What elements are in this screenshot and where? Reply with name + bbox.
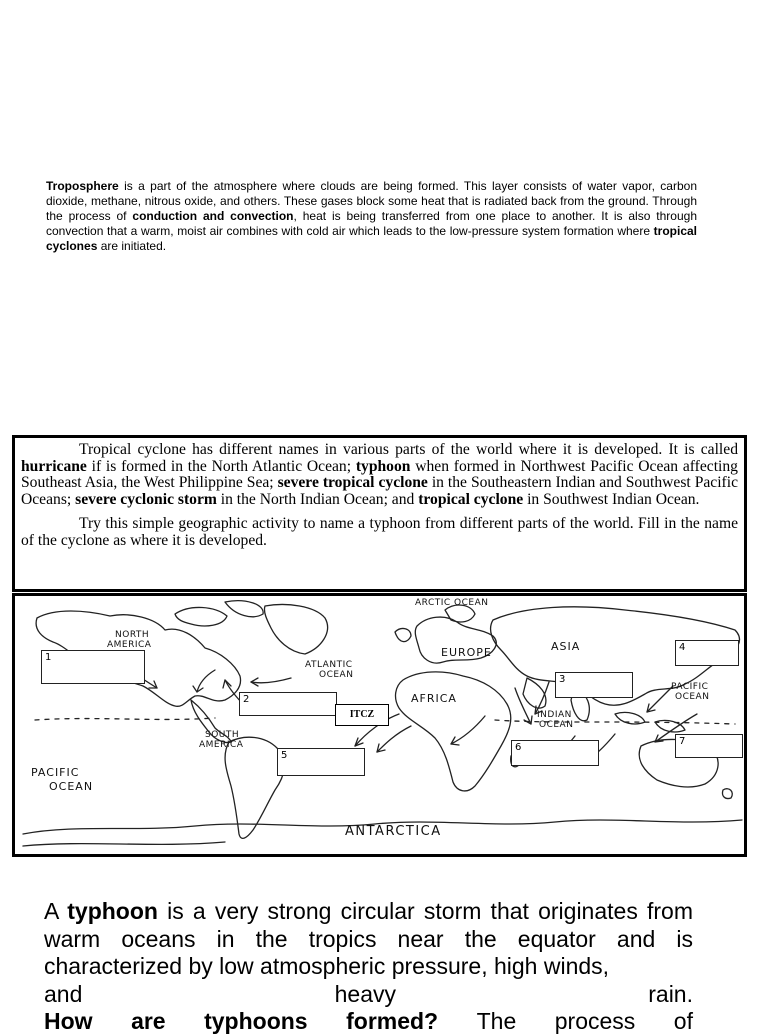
term-troposphere: Troposphere [46, 179, 119, 193]
question-word: formed? [346, 1008, 439, 1034]
label-indian-1: INDIAN [537, 710, 572, 720]
itcz-label: ITCZ [335, 704, 389, 726]
label-north-america-2: AMERICA [107, 640, 152, 650]
answer-box-number: 5 [281, 750, 288, 761]
word: The [476, 1008, 517, 1034]
question-word: typhoons [204, 1008, 308, 1034]
answer-box-number: 4 [679, 642, 686, 653]
label-pacific-right-1: PACIFIC [671, 682, 709, 692]
intro-text-c: are initiated. [97, 239, 167, 253]
intro-text-b: , heat is being transferred from one place to another. It is also through convection that a warm, moist air combines with cold air which leads to the low-pressure system formation where [46, 209, 697, 238]
box-text-e: in the North Indian Ocean; and [216, 490, 419, 508]
label-pacific-left-2: OCEAN [49, 780, 94, 793]
word: heavy [334, 980, 396, 1007]
term-conduction-convection: conduction and convection [132, 209, 294, 223]
label-atlantic-2: OCEAN [319, 670, 354, 680]
typhoon-definition [44, 898, 693, 981]
label-europe: EUROPE [441, 646, 492, 659]
box-text-d: in the Southeastern Indian and Southwest Pacific Oceans; [21, 474, 738, 508]
word: rain. [648, 980, 693, 1007]
term-severe-tropical-cyclone: severe tropical cyclone [277, 474, 428, 492]
answer-box-number: 3 [559, 674, 566, 685]
term-severe-cyclonic-storm: severe cyclonic storm [75, 490, 217, 508]
answer-box-number: 1 [45, 652, 52, 663]
answer-box-6[interactable] [511, 740, 599, 766]
typhoon-text-a: A [44, 898, 68, 924]
activity-instruction [21, 516, 738, 549]
term-typhoon-main: typhoon [67, 898, 158, 924]
question-word: are [131, 1008, 166, 1034]
label-antarctica: ANTARCTICA [345, 824, 442, 839]
answer-box-1[interactable] [41, 650, 145, 684]
answer-box-number: 2 [243, 694, 250, 705]
term-tropical-cyclone: tropical cyclone [418, 490, 524, 508]
label-indian-2: OCEAN [539, 720, 574, 730]
word: and [44, 980, 83, 1007]
box-text-c: when formed in Northwest Pacific Ocean affecting Southeast Asia, the West Philippine Sea; [21, 457, 738, 492]
activity-text: Try this simple geographic activity to name a typhoon from different parts of the world. Fill in the name of the cyclone as where it is developed. [21, 515, 738, 549]
typhoon-line-5 [44, 1008, 693, 1036]
label-south-america-1: SOUTH [205, 730, 240, 740]
question-word: How [44, 1008, 93, 1034]
world-map-activity [12, 593, 747, 857]
cyclone-names-box [12, 435, 747, 592]
typhoon-paragraph [44, 898, 693, 1036]
box-text-b: if is formed in the North Atlantic Ocean; [86, 457, 356, 475]
typhoon-text-b: is a very strong circular storm that originates from warm oceans in the tropics near the equator and is characterized by low atmospheric pressure, high winds, [44, 898, 693, 979]
label-atlantic-1: ATLANTIC [305, 660, 353, 670]
term-hurricane: hurricane [21, 457, 87, 475]
answer-box-number: 7 [679, 736, 686, 747]
term-typhoon: typhoon [355, 457, 411, 475]
answer-box-7[interactable] [675, 734, 743, 758]
label-pacific-left-1: PACIFIC [31, 766, 80, 779]
box-text-f: in Southwest Indian Ocean. [523, 490, 700, 508]
answer-box-5[interactable] [277, 748, 365, 776]
label-africa: AFRICA [411, 692, 457, 705]
cyclone-names-paragraph [21, 442, 738, 508]
answer-box-2[interactable] [239, 692, 337, 716]
box-text-a: Tropical cyclone has different names in various parts of the world where it is developed. It is called [79, 441, 738, 458]
label-north-america-1: NORTH [115, 630, 150, 640]
term-tropical-cyclones: tropical cyclones [46, 224, 697, 253]
answer-box-number: 6 [515, 742, 522, 753]
answer-box-3[interactable] [555, 672, 633, 698]
word: process [554, 1008, 636, 1034]
label-pacific-right-2: OCEAN [675, 692, 710, 702]
troposphere-paragraph [46, 179, 697, 254]
typhoon-line-4 [44, 981, 693, 1009]
label-south-america-2: AMERICA [199, 740, 244, 750]
label-asia: ASIA [551, 640, 581, 653]
answer-box-4[interactable] [675, 640, 739, 666]
intro-text-a: is a part of the atmosphere where clouds are being formed. This layer consists of water vapor, carbon dioxide, methane, nitrous oxide, and others. These gases block some heat that is radiated back from the ground. Through the process of [46, 179, 697, 223]
label-arctic-ocean: ARCTIC OCEAN [415, 598, 489, 608]
word: of [673, 1008, 693, 1034]
